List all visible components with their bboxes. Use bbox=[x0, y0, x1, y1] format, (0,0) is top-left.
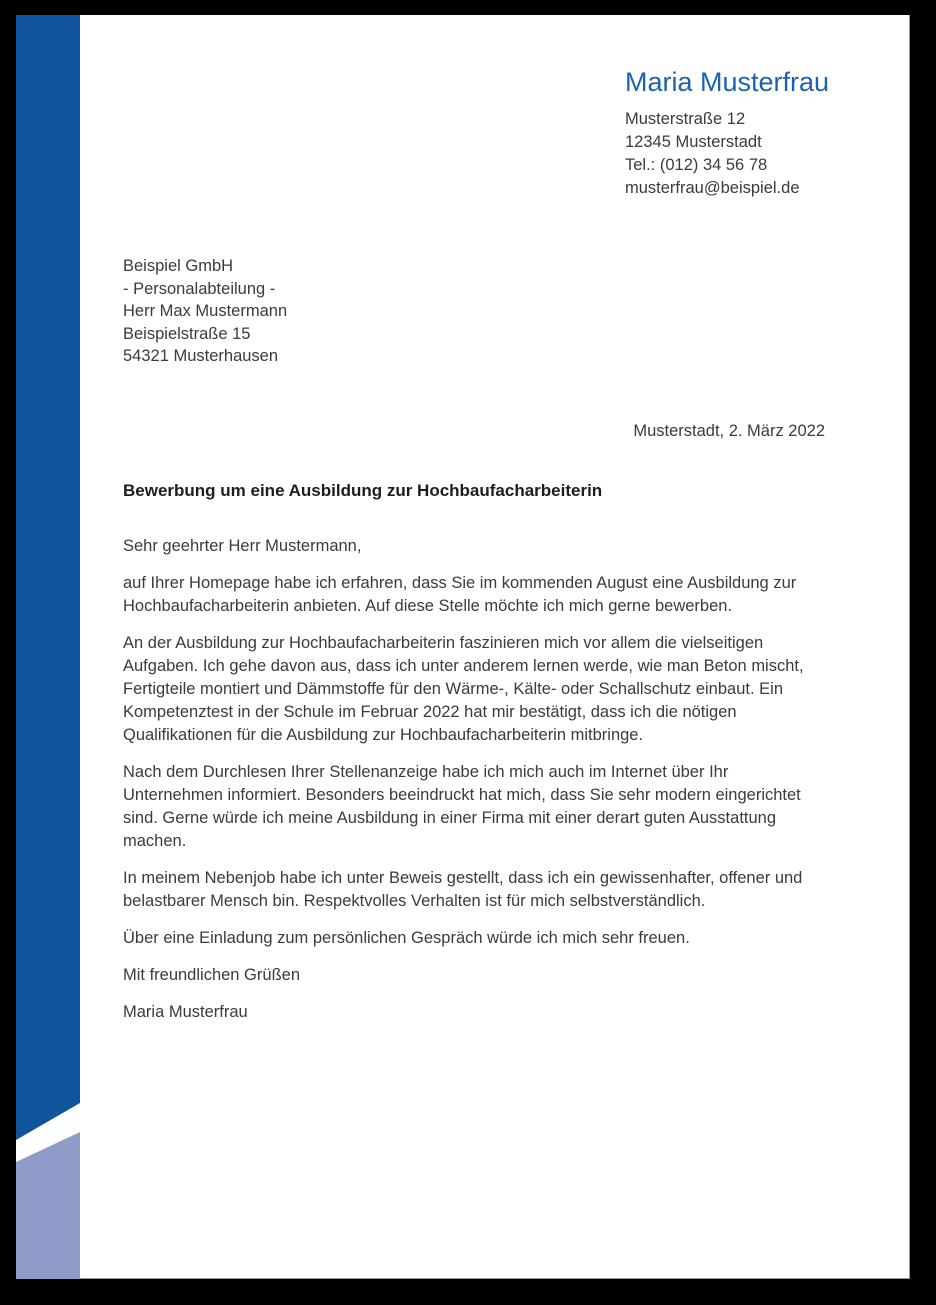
sender-email: musterfrau@beispiel.de bbox=[625, 179, 800, 197]
sender-city: 12345 Musterstadt bbox=[625, 133, 762, 151]
body-paragraph: In meinem Nebenjob habe ich unter Beweis gestellt, dass ich ein gewissenhafter, offener und belastbarer Mensch bin. Respektvolles Verhalten ist für mich selbstverständlich. bbox=[123, 869, 803, 910]
signature-name: Maria Musterfrau bbox=[123, 1003, 248, 1021]
recipient-department: - Personalabteilung - bbox=[123, 279, 276, 298]
subject-line: Bewerbung um eine Ausbildung zur Hochbaufacharbeiterin bbox=[123, 481, 603, 500]
body-paragraph: Nach dem Durchlesen Ihrer Stellenanzeige habe ich mich auch im Internet über Ihr Unternehmen informiert. Besonders beeindruckt hat mich, dass Sie sehr modern eingerichtet sind. Gerne würde ich meine Ausbildung in einer Firma mit einer derart guten Ausstattung machen. bbox=[123, 763, 801, 850]
date-line: Musterstadt, 2. März 2022 bbox=[633, 422, 825, 440]
sender-name: Maria Musterfrau bbox=[625, 67, 830, 97]
recipient-contact-person: Herr Max Mustermann bbox=[123, 302, 288, 320]
recipient-company: Beispiel GmbH bbox=[123, 257, 234, 275]
recipient-block bbox=[123, 255, 287, 368]
sidebar-accent-dark bbox=[16, 15, 80, 1140]
letter-body bbox=[123, 535, 826, 1038]
sender-block bbox=[625, 67, 865, 200]
recipient-street: Beispielstraße 15 bbox=[123, 324, 251, 343]
letter-page bbox=[16, 15, 910, 1279]
recipient-city: 54321 Musterhausen bbox=[123, 347, 279, 365]
body-paragraph: auf Ihrer Homepage habe ich erfahren, dass Sie im kommenden August eine Ausbildung zur Hochbaufacharbeiterin anbieten. Auf diese Stelle möchte ich mich gerne bewerben. bbox=[123, 574, 797, 615]
sender-phone: Tel.: (012) 34 56 78 bbox=[625, 156, 768, 174]
sender-street: Musterstraße 12 bbox=[625, 110, 746, 128]
sidebar-accent-light bbox=[16, 1132, 80, 1279]
salutation: Sehr geehrter Herr Mustermann, bbox=[123, 537, 362, 555]
closing-phrase: Mit freundlichen Grüßen bbox=[123, 966, 300, 984]
body-paragraph: An der Ausbildung zur Hochbaufacharbeiterin faszinieren mich vor allem die vielseitigen Aufgaben. Ich gehe davon aus, dass ich unter anderem lernen werde, wie man Beton mischt, Fertigteile montiert und Dämmstoffe für den Wärme-, Kälte- oder Schallschutz einbaut. Ein Kompetenztest in der Schule im Februar 2022 hat mir bestätigt, dass ich die nötigen Qualifikationen für die Ausbildung zur Hochbaufacharbeiterin mitbringe. bbox=[123, 634, 804, 744]
body-paragraph: Über eine Einladung zum persönlichen Gespräch würde ich mich sehr freuen. bbox=[123, 929, 690, 947]
